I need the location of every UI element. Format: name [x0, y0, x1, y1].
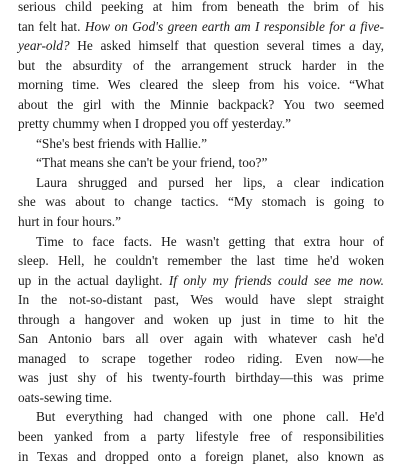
text-line: [18, 349, 384, 369]
text-segment: In the not-so-distant past, Wes would have slept straight: [18, 292, 384, 308]
text-line: [18, 212, 384, 232]
text-segment: was just shy of his twenty-fourth birthday—this was prime: [18, 370, 384, 386]
text-segment: about the girl with the Minnie backpack? You two seemed: [18, 96, 384, 112]
text-segment: been yanked from a party lifestyle free of responsibilities: [18, 429, 384, 445]
text-line: [18, 0, 384, 17]
text-segment: Laura shrugged and pursed her lips, a clear indication: [36, 174, 384, 190]
text-line: [18, 407, 384, 427]
text-line: [18, 153, 384, 173]
text-segment: “She's best friends with Hallie.”: [36, 135, 208, 151]
text-line: [18, 95, 384, 115]
text-segment: hurt in four hours.”: [18, 214, 122, 230]
text-line: [18, 173, 384, 193]
italic-text-segment: If only my friends could see me now.: [168, 272, 384, 288]
italic-text-segment: How on God's green earth am I responsible for a five-: [84, 18, 384, 34]
text-line: [18, 329, 384, 349]
text-segment: through a hangover and woken up just in time to hit the: [18, 311, 384, 327]
text-segment: but the absurdity of the arrangement struck harder in the: [18, 57, 384, 73]
text-segment: in Texas and dropped onto a foreign planet, also known as: [18, 448, 384, 464]
body-text: [18, 0, 384, 466]
text-segment: serious child peeking at him from beneath the brim of his: [18, 0, 384, 14]
text-segment: morning time. Wes cleared the sleep from his voice. “What: [18, 77, 384, 93]
text-segment: pretty chummy when I dropped you off yesterday.”: [18, 116, 292, 132]
text-segment: He asked himself that question several times a day,: [69, 38, 384, 54]
text-line: [18, 271, 384, 291]
text-segment: But everything had changed with one phone call. He'd: [36, 409, 384, 425]
text-segment: managed to scrape together rodeo riding. Even now—he: [18, 350, 384, 366]
text-segment: “That means she can't be your friend, too?”: [36, 155, 268, 171]
text-line: [18, 114, 384, 134]
text-line: [18, 192, 384, 212]
text-line: [18, 368, 384, 388]
text-segment: she was about to change tactics. “My stomach is going to: [18, 194, 384, 210]
text-segment: tan felt hat.: [18, 18, 85, 34]
text-line: [18, 36, 384, 56]
text-line: [18, 17, 384, 37]
text-line: [18, 251, 384, 271]
text-segment: sleep. Hell, he couldn't remember the last time he'd woken: [18, 253, 384, 269]
text-line: [18, 134, 384, 154]
text-segment: San Antonio bars all over again with whatever cash he'd: [18, 331, 384, 347]
text-segment: up in the actual daylight.: [18, 272, 169, 288]
text-line: [18, 75, 384, 95]
italic-text-segment: year-old?: [18, 38, 70, 54]
text-line: [18, 447, 384, 466]
text-line: [18, 310, 384, 330]
text-segment: oats-sewing time.: [18, 389, 113, 405]
text-line: [18, 232, 384, 252]
text-line: [18, 427, 384, 447]
text-segment: Time to face facts. He wasn't getting that extra hour of: [36, 233, 384, 249]
text-line: [18, 290, 384, 310]
text-line: [18, 388, 384, 408]
text-line: [18, 56, 384, 76]
